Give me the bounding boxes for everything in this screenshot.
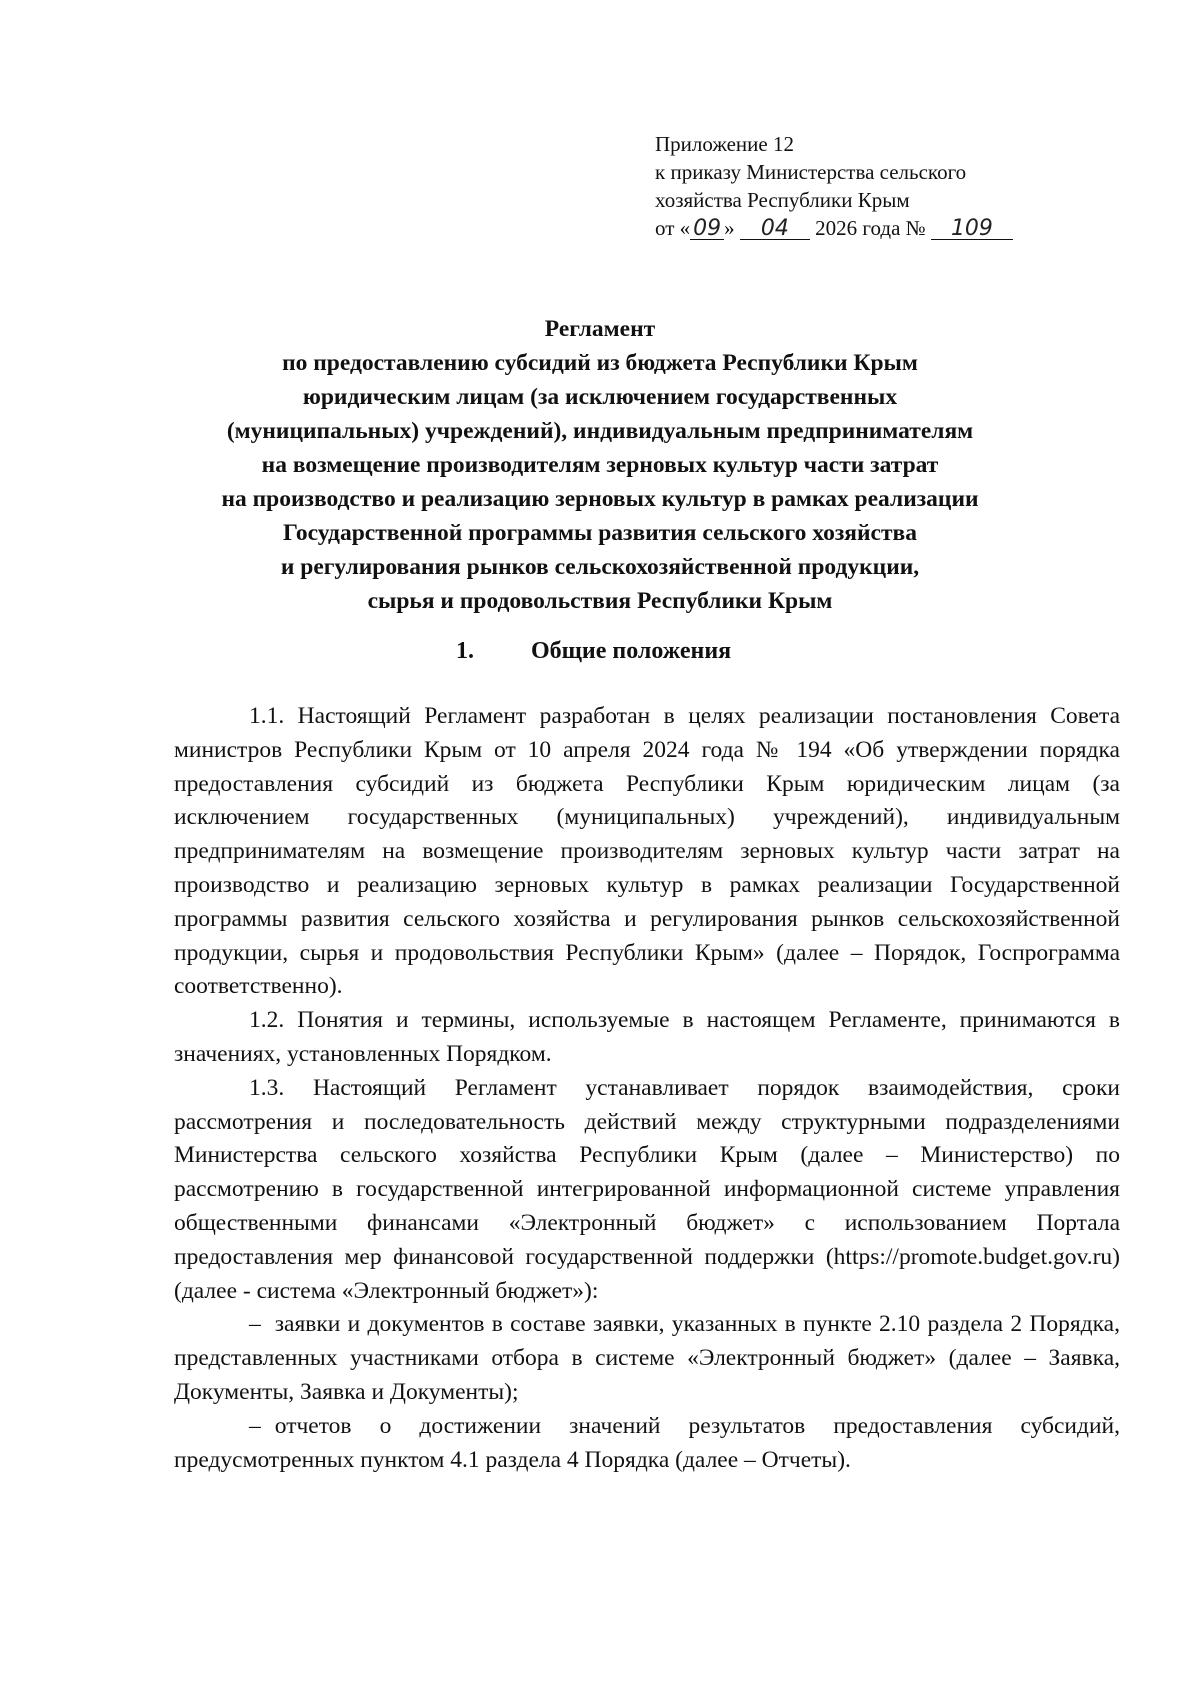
appendix-ministry: хозяйства Республики Крым	[655, 188, 910, 212]
document-title	[150, 312, 1050, 618]
order-number-handwritten: 109	[931, 219, 1013, 240]
title-line: юридическим лицам (за исключением государственных	[302, 384, 898, 410]
list-item-applications	[174, 1308, 1120, 1409]
title-line: по предоставлению субсидий из бюджета Республики Крым	[282, 350, 918, 376]
title-line: на производство и реализацию зерновых культур в рамках реализации	[221, 486, 979, 512]
title-line: (муниципальных) учреждений), индивидуальным предпринимателям	[226, 418, 974, 444]
title-line: Государственной программы развития сельского хозяйства	[283, 520, 917, 546]
title-heading: Регламент	[544, 316, 656, 342]
paragraph-1-2: 1.2. Понятия и термины, используемые в настоящем Регламенте, принимаются в значениях, установленных Порядком.	[174, 1007, 1120, 1067]
list-item-reports	[174, 1410, 1120, 1478]
dash-marker: –	[249, 1311, 261, 1338]
document-body	[174, 700, 1120, 1477]
appendix-number: Приложение 12	[655, 132, 794, 156]
date-mid: »	[724, 216, 735, 240]
section-number: 1.	[456, 638, 474, 664]
paragraph-1-1: 1.1. Настоящий Регламент разработан в целях реализации постановления Совета министров Республики Крым от 10 апреля 2024 года № 194 «Об утверждении порядка предоставления субсидий из бюджета Республики Крым юридическим лицам (за исключением государственных (муниципальных) учреждений), индивидуальным предпринимателям на возмещение производителям зерновых культур части затрат на производство и реализацию зерновых культур в рамках реализации Государственной программы развития сельского хозяйства и регулирования рынков сельскохозяйственной продукции, сырья и продовольствия Республики Крым» (далее – Порядок, Госпрограмма соответственно).	[174, 703, 1120, 1000]
appendix-date-line	[655, 214, 1013, 242]
appendix-header	[655, 130, 1013, 242]
dash-marker: –	[249, 1412, 261, 1439]
date-day-handwritten: 09	[690, 219, 724, 240]
paragraph-1-3: 1.3. Настоящий Регламент устанавливает порядок взаимодействия, сроки рассмотрения и последовательность действий между структурными подразделениями Министерства сельского хозяйства Республики Крым (далее – Министерство) по рассмотрению в государственной интегрированной информационной системе управления общественными финансами «Электронный бюджет» с использованием Портала предоставления мер финансовой государственной поддержки (https://promote.budget.gov.ru) (далее - система «Электронный бюджет»):	[174, 1074, 1120, 1304]
date-prefix: от «	[655, 216, 691, 240]
list-item-text: отчетов о достижении значений результатов предоставления субсидий, предусмотренных пунктом 4.1 раздела 4 Порядка (далее – Отчеты).	[174, 1412, 1120, 1473]
list-item-text: заявки и документов в составе заявки, указанных в пункте 2.10 раздела 2 Порядка, представленных участниками отбора в системе «Электронный бюджет» (далее – Заявка, Документы, Заявка и Документы);	[174, 1311, 1120, 1405]
date-year-text: 2026 года №	[815, 216, 926, 240]
section-title: Общие положения	[531, 638, 732, 664]
date-month-handwritten: 04	[740, 219, 810, 240]
appendix-order-ref: к приказу Министерства сельского	[655, 160, 967, 184]
title-line: сырья и продовольствия Республики Крым	[367, 588, 833, 614]
title-line: на возмещение производителям зерновых культур части затрат	[261, 452, 939, 478]
title-line: и регулирования рынков сельскохозяйственной продукции,	[280, 554, 920, 580]
